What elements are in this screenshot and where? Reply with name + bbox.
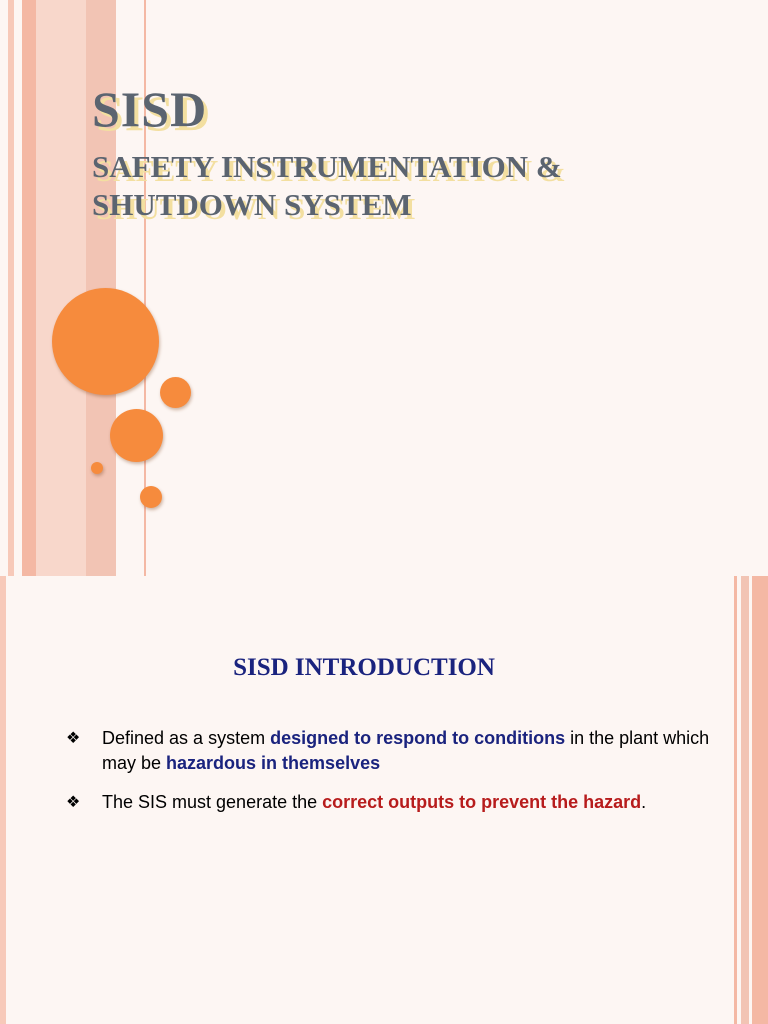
section-heading: SISD INTRODUCTION — [233, 654, 495, 681]
bullet-list — [66, 726, 726, 829]
decorative-circle-large — [52, 288, 159, 395]
bullet-emphasis: designed to respond to conditions — [270, 728, 566, 748]
decorative-circle-small — [160, 377, 191, 408]
bullet-text: The SIS must generate the — [102, 792, 323, 812]
right-stripe-band — [752, 576, 768, 1024]
bullet-text: in the plant which may be — [102, 728, 710, 773]
bullet-text: Defined as a system — [102, 728, 271, 748]
left-stripe-band — [22, 0, 36, 576]
bullet-emphasis: correct outputs to prevent the hazard — [322, 792, 642, 812]
diamond-bullet-icon: ❖ — [66, 730, 81, 747]
bullet-item — [66, 726, 726, 776]
intro-slide — [0, 576, 768, 1024]
diamond-bullet-icon: ❖ — [66, 794, 81, 811]
left-edge-stripe — [0, 576, 6, 1024]
slide-subtitle: SAFETY INSTRUMENTATION & SHUTDOWN SYSTEM — [92, 149, 562, 222]
left-stripe-band — [36, 0, 86, 576]
bullet-emphasis: hazardous in themselves — [166, 753, 381, 773]
decorative-circle-medium — [110, 409, 163, 462]
slide-title: SISD — [92, 81, 208, 137]
left-stripe-band — [8, 0, 14, 576]
right-stripe-band — [741, 576, 749, 1024]
right-stripe-line — [734, 576, 737, 1024]
bullet-text: . — [641, 792, 647, 812]
bullet-item — [66, 790, 726, 815]
decorative-circle-tiny — [91, 462, 103, 474]
decorative-circle-small — [140, 486, 162, 508]
